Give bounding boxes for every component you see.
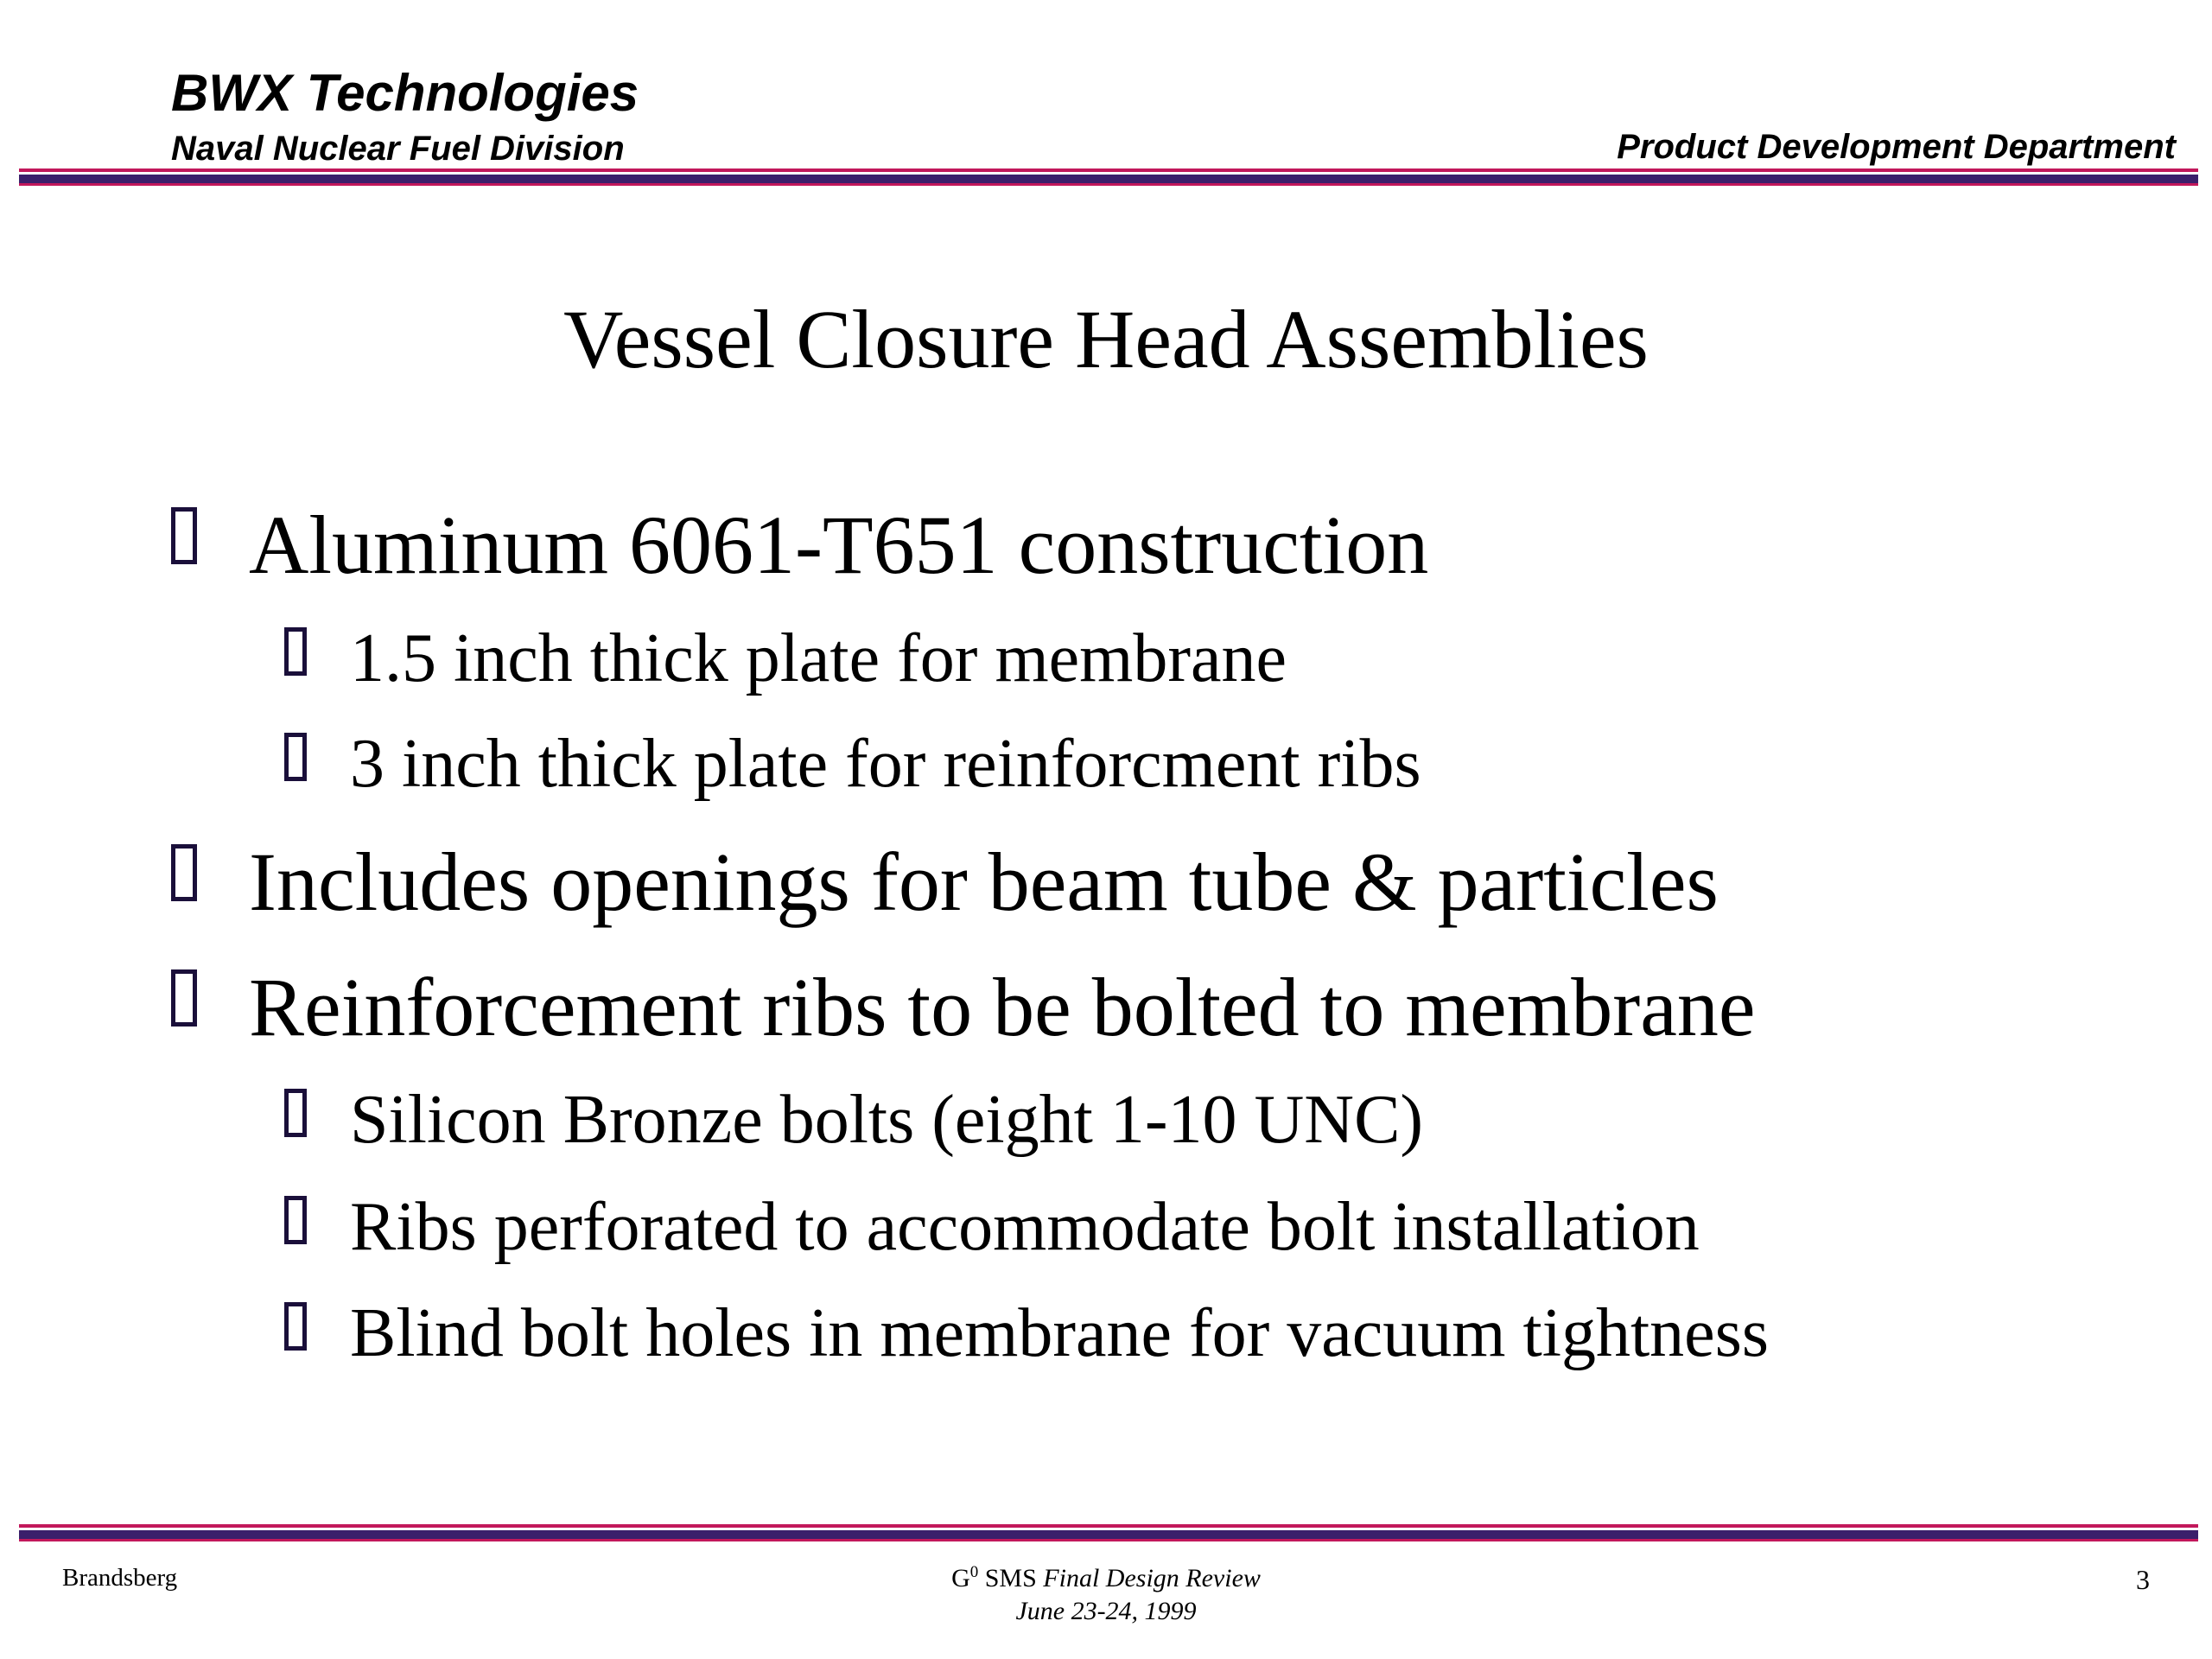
bullet-text: 1.5 inch thick plate for membrane	[350, 620, 1287, 696]
hollow-square-icon	[284, 1302, 307, 1351]
hollow-square-icon	[284, 1196, 307, 1244]
bullet-text: Silicon Bronze bolts (eight 1-10 UNC)	[350, 1082, 1424, 1158]
footer-divider	[19, 1524, 2198, 1541]
bullet-text: Includes openings for beam tube & particles	[249, 836, 1719, 928]
footer-divider-bottom-line	[19, 1539, 2198, 1541]
footer-review-info	[0, 1562, 2212, 1628]
hollow-square-icon	[171, 844, 197, 901]
company-name: BWX Technologies	[171, 64, 639, 122]
page-number: 3	[2136, 1564, 2150, 1595]
bullet-text: Ribs perforated to accommodate bolt installation	[350, 1189, 1700, 1265]
footer-date: June 23-24, 1999	[1015, 1597, 1197, 1625]
bullet-text: 3 inch thick plate for reinforcment ribs	[350, 726, 1421, 802]
footer-author: Brandsberg	[62, 1564, 178, 1592]
division-name: Naval Nuclear Fuel Division	[171, 130, 625, 168]
bullet-text: Reinforcement ribs to be bolted to membrane	[249, 961, 1756, 1053]
hollow-square-icon	[284, 1089, 307, 1137]
hollow-square-icon	[171, 969, 197, 1027]
hollow-square-icon	[171, 507, 197, 564]
bullet-text: Blind bolt holes in membrane for vacuum tightness	[350, 1295, 1769, 1371]
bullet-text: Aluminum 6061-T651 construction	[249, 499, 1429, 591]
hollow-square-icon	[284, 627, 307, 676]
footer-review-title: $G^0$ SMS Final Design Review	[951, 1563, 1261, 1592]
department-name: Product Development Department	[1617, 128, 2176, 166]
footer-divider-thick-line	[19, 1530, 2198, 1539]
slide-title: Vessel Closure Head Assemblies	[563, 293, 1649, 385]
hollow-square-icon	[284, 733, 307, 781]
